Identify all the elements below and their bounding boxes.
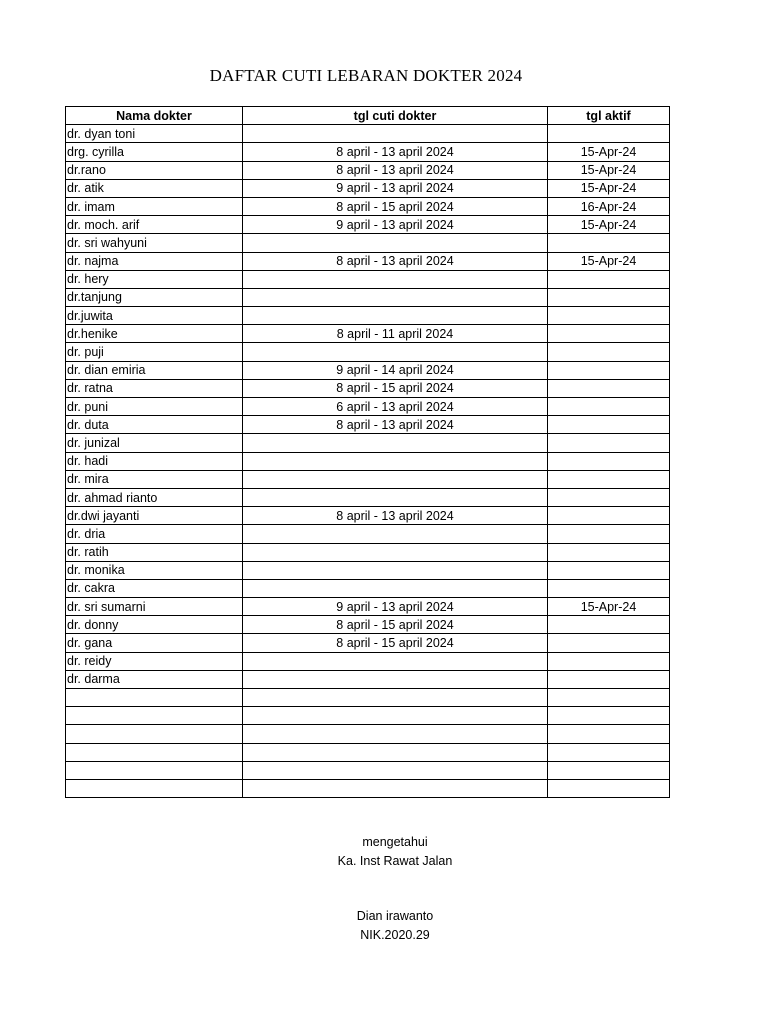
active-date-cell xyxy=(548,434,670,452)
leave-dates-cell: 6 april - 13 april 2024 xyxy=(243,398,548,416)
doctor-name-cell: dr.tanjung xyxy=(66,288,243,306)
active-date-cell xyxy=(548,361,670,379)
doctor-name-cell: dr.juwita xyxy=(66,307,243,325)
leave-dates-cell xyxy=(243,725,548,743)
leave-dates-cell: 8 april - 13 april 2024 xyxy=(243,416,548,434)
table-row xyxy=(66,561,670,579)
table-row xyxy=(66,579,670,597)
table-row xyxy=(66,179,670,197)
active-date-cell xyxy=(548,743,670,761)
leave-dates-cell: 9 april - 13 april 2024 xyxy=(243,216,548,234)
doctor-name-cell xyxy=(66,725,243,743)
signature-nik: NIK.2020.29 xyxy=(360,928,430,942)
active-date-cell xyxy=(548,307,670,325)
table-row xyxy=(66,743,670,761)
doctor-name-cell: dr. ratih xyxy=(66,543,243,561)
doctor-name-cell: dr. donny xyxy=(66,616,243,634)
table-row xyxy=(66,779,670,797)
leave-dates-cell xyxy=(243,125,548,143)
doctor-name-cell: dr.rano xyxy=(66,161,243,179)
leave-dates-cell xyxy=(243,652,548,670)
table-row xyxy=(66,598,670,616)
table-row xyxy=(66,543,670,561)
active-date-cell xyxy=(548,579,670,597)
leave-dates-cell: 8 april - 11 april 2024 xyxy=(243,325,548,343)
leave-dates-cell xyxy=(243,525,548,543)
table-header-row xyxy=(66,107,670,125)
table-row xyxy=(66,761,670,779)
active-date-cell: 15-Apr-24 xyxy=(548,252,670,270)
table-row xyxy=(66,689,670,707)
leave-table xyxy=(65,106,670,798)
leave-dates-cell xyxy=(243,743,548,761)
leave-dates-cell xyxy=(243,288,548,306)
doctor-name-cell: dr. ahmad rianto xyxy=(66,488,243,506)
leave-dates-cell xyxy=(243,434,548,452)
doctor-name-cell: dr. sri wahyuni xyxy=(66,234,243,252)
table-row xyxy=(66,343,670,361)
doctor-name-cell: dr. cakra xyxy=(66,579,243,597)
leave-dates-cell: 8 april - 13 april 2024 xyxy=(243,507,548,525)
doctor-name-cell: dr. hadi xyxy=(66,452,243,470)
doctor-name-cell: dr. imam xyxy=(66,197,243,215)
page-title: DAFTAR CUTI LEBARAN DOKTER 2024 xyxy=(209,66,523,85)
active-date-cell xyxy=(548,543,670,561)
leave-dates-cell: 8 april - 15 april 2024 xyxy=(243,616,548,634)
table-row xyxy=(66,488,670,506)
active-date-cell xyxy=(548,270,670,288)
leave-dates-cell: 9 april - 13 april 2024 xyxy=(243,598,548,616)
leave-dates-cell xyxy=(243,670,548,688)
table-row xyxy=(66,452,670,470)
doctor-name-cell: dr. puji xyxy=(66,343,243,361)
column-header-nama-dokter: Nama dokter xyxy=(66,107,243,125)
active-date-cell xyxy=(548,616,670,634)
table-row xyxy=(66,707,670,725)
table-row xyxy=(66,143,670,161)
doctor-name-cell xyxy=(66,689,243,707)
doctor-name-cell: dr. dria xyxy=(66,525,243,543)
column-header-tgl-aktif: tgl aktif xyxy=(548,107,670,125)
doctor-name-cell: dr.henike xyxy=(66,325,243,343)
doctor-name-cell: dr. sri sumarni xyxy=(66,598,243,616)
active-date-cell: 15-Apr-24 xyxy=(548,598,670,616)
leave-dates-cell xyxy=(243,307,548,325)
active-date-cell xyxy=(548,379,670,397)
doctor-name-cell: dr. junizal xyxy=(66,434,243,452)
table-row xyxy=(66,197,670,215)
table-row xyxy=(66,325,670,343)
leave-dates-cell xyxy=(243,561,548,579)
table-row xyxy=(66,670,670,688)
active-date-cell xyxy=(548,652,670,670)
doctor-name-cell: dr. mira xyxy=(66,470,243,488)
doctor-name-cell: drg. cyrilla xyxy=(66,143,243,161)
doctor-name-cell: dr. puni xyxy=(66,398,243,416)
table-row xyxy=(66,470,670,488)
leave-dates-cell xyxy=(243,270,548,288)
active-date-cell xyxy=(548,725,670,743)
signature-position: Ka. Inst Rawat Jalan xyxy=(337,854,453,868)
table-row xyxy=(66,307,670,325)
table-row xyxy=(66,507,670,525)
leave-dates-cell: 8 april - 15 april 2024 xyxy=(243,197,548,215)
leave-dates-cell xyxy=(243,689,548,707)
table-row xyxy=(66,252,670,270)
active-date-cell: 15-Apr-24 xyxy=(548,216,670,234)
doctor-name-cell: dr. hery xyxy=(66,270,243,288)
leave-dates-cell xyxy=(243,470,548,488)
doctor-name-cell: dr. gana xyxy=(66,634,243,652)
signature-acknowledge-text: mengetahui xyxy=(362,835,428,849)
doctor-name-cell xyxy=(66,761,243,779)
leave-dates-cell: 8 april - 15 april 2024 xyxy=(243,379,548,397)
active-date-cell xyxy=(548,343,670,361)
table-row xyxy=(66,125,670,143)
leave-dates-cell xyxy=(243,452,548,470)
table-row xyxy=(66,398,670,416)
active-date-cell xyxy=(548,561,670,579)
signature-name: Dian irawanto xyxy=(356,909,434,923)
table-row xyxy=(66,725,670,743)
table-row xyxy=(66,634,670,652)
leave-dates-cell xyxy=(243,343,548,361)
active-date-cell xyxy=(548,707,670,725)
active-date-cell xyxy=(548,288,670,306)
leave-dates-cell xyxy=(243,234,548,252)
doctor-name-cell: dr. reidy xyxy=(66,652,243,670)
active-date-cell xyxy=(548,488,670,506)
table-row xyxy=(66,361,670,379)
active-date-cell xyxy=(548,398,670,416)
leave-dates-cell xyxy=(243,707,548,725)
table-row xyxy=(66,416,670,434)
table-row xyxy=(66,270,670,288)
leave-dates-cell: 8 april - 13 april 2024 xyxy=(243,252,548,270)
leave-dates-cell: 9 april - 13 april 2024 xyxy=(243,179,548,197)
leave-dates-cell xyxy=(243,543,548,561)
leave-dates-cell xyxy=(243,488,548,506)
active-date-cell xyxy=(548,416,670,434)
active-date-cell xyxy=(548,670,670,688)
leave-dates-cell: 8 april - 15 april 2024 xyxy=(243,634,548,652)
active-date-cell xyxy=(548,761,670,779)
doctor-name-cell: dr. ratna xyxy=(66,379,243,397)
active-date-cell xyxy=(548,125,670,143)
active-date-cell xyxy=(548,470,670,488)
leave-dates-cell: 9 april - 14 april 2024 xyxy=(243,361,548,379)
table-row xyxy=(66,434,670,452)
leave-dates-cell: 8 april - 13 april 2024 xyxy=(243,161,548,179)
leave-dates-cell xyxy=(243,779,548,797)
table-row xyxy=(66,525,670,543)
leave-dates-cell: 8 april - 13 april 2024 xyxy=(243,143,548,161)
doctor-name-cell xyxy=(66,779,243,797)
doctor-name-cell: dr. dian emiria xyxy=(66,361,243,379)
leave-dates-cell xyxy=(243,579,548,597)
active-date-cell: 15-Apr-24 xyxy=(548,161,670,179)
table-row xyxy=(66,216,670,234)
active-date-cell xyxy=(548,452,670,470)
active-date-cell: 15-Apr-24 xyxy=(548,143,670,161)
table-row xyxy=(66,379,670,397)
active-date-cell xyxy=(548,325,670,343)
leave-dates-cell xyxy=(243,761,548,779)
active-date-cell xyxy=(548,507,670,525)
doctor-name-cell: dr. moch. arif xyxy=(66,216,243,234)
doctor-name-cell: dr. darma xyxy=(66,670,243,688)
table-row xyxy=(66,288,670,306)
table-row xyxy=(66,616,670,634)
doctor-name-cell: dr.dwi jayanti xyxy=(66,507,243,525)
table-row xyxy=(66,161,670,179)
table-body xyxy=(66,125,670,798)
active-date-cell xyxy=(548,779,670,797)
table-row xyxy=(66,234,670,252)
doctor-name-cell: dr. monika xyxy=(66,561,243,579)
doctor-name-cell xyxy=(66,743,243,761)
active-date-cell xyxy=(548,634,670,652)
doctor-name-cell: dr. duta xyxy=(66,416,243,434)
active-date-cell xyxy=(548,525,670,543)
active-date-cell xyxy=(548,234,670,252)
doctor-name-cell xyxy=(66,707,243,725)
doctor-name-cell: dr. atik xyxy=(66,179,243,197)
active-date-cell: 15-Apr-24 xyxy=(548,179,670,197)
active-date-cell xyxy=(548,689,670,707)
doctor-name-cell: dr. dyan toni xyxy=(66,125,243,143)
active-date-cell: 16-Apr-24 xyxy=(548,197,670,215)
table-row xyxy=(66,652,670,670)
doctor-name-cell: dr. najma xyxy=(66,252,243,270)
column-header-tgl-cuti: tgl cuti dokter xyxy=(243,107,548,125)
